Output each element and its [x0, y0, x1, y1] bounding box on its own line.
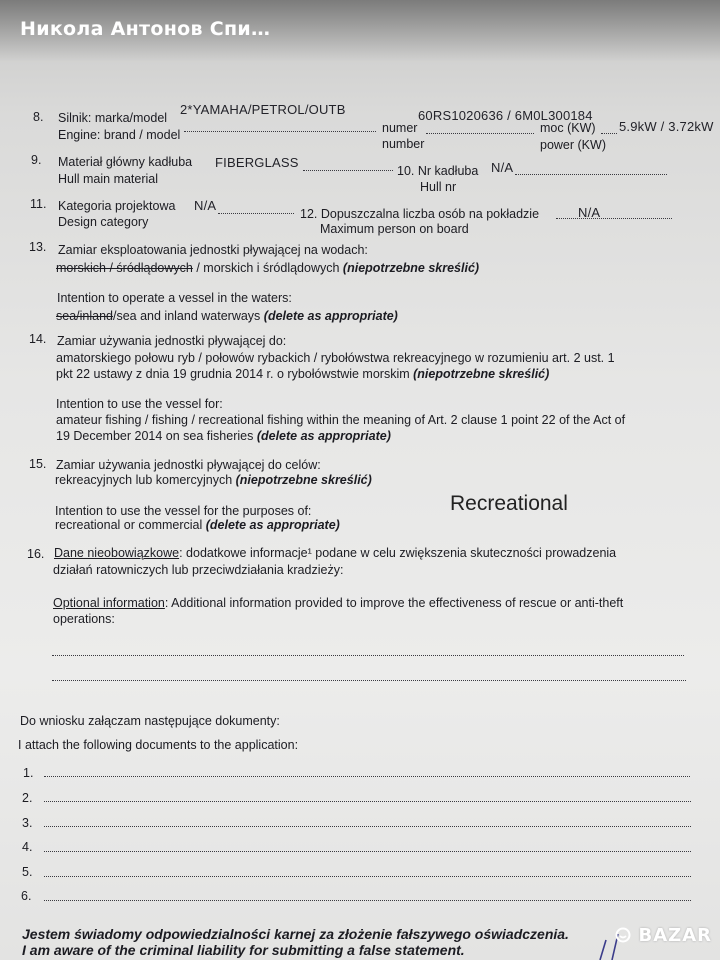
engine-model-value: 2*YAMAHA/PETROL/OUTB [180, 102, 346, 117]
max-persons-dotted-line [556, 218, 672, 219]
attachments-heading-en: I attach the following documents to the application: [18, 738, 299, 752]
purpose-note-pl: (niepotrzebne skreślić) [235, 473, 372, 487]
engine-numer-label-pl: numer [382, 121, 418, 135]
max-persons-label-en: Maximum person on board [320, 222, 469, 236]
purpose-value: Recreational [450, 492, 568, 515]
watermark-logo-icon [615, 927, 631, 943]
optional-heading-en: Optional information [53, 596, 165, 610]
engine-power-value: 5.9kW / 3.72kW [619, 119, 714, 134]
attachment-number: 6. [21, 889, 32, 903]
attachment-line [44, 851, 691, 852]
declaration-en: I am aware of the criminal liability for submitting a false statement. [22, 942, 465, 958]
engine-model-dotted-line [184, 131, 376, 132]
engine-power-dotted-line [601, 133, 617, 134]
item-8-number: 8. [33, 110, 44, 124]
bazar-watermark [615, 925, 712, 946]
use-question-en: Intention to use the vessel for: [56, 397, 223, 411]
design-category-label-pl: Kategoria projektowa [58, 199, 176, 213]
purpose-question-pl: Zamiar używania jednostki pływającej do celów: [56, 458, 321, 472]
purpose-question-en: Intention to use the vessel for the purposes of: [55, 504, 312, 518]
optional-info-line-2 [52, 680, 686, 681]
attachments-heading-pl: Do wniosku załączam następujące dokumenty: [20, 714, 280, 728]
attachment-line [44, 801, 691, 802]
waters-note-pl: (niepotrzebne skreślić) [342, 261, 480, 275]
optional-info-pl [54, 546, 616, 560]
watermark-text: BAZAR [638, 925, 712, 946]
item-11-number: 11. [30, 197, 47, 211]
attachment-number: 4. [22, 840, 33, 854]
hull-material-value: FIBERGLASS [215, 155, 299, 170]
waters-kept-pl: / morskich i śródlądowych [192, 261, 343, 275]
optional-info-line-1 [52, 655, 684, 656]
attachment-line [44, 900, 691, 901]
use-note-pl: (niepotrzebne skreślić) [413, 367, 550, 381]
top-bar [0, 0, 720, 62]
optional-info-en-cont: operations: [53, 612, 115, 626]
engine-number-value: 60RS1020636 / 6M0L300184 [418, 108, 593, 123]
attachment-line [44, 776, 690, 777]
use-act-pl: pkt 22 ustawy z dnia 19 grudnia 2014 r. o rybołówstwie morskim [56, 367, 414, 381]
design-category-label-en: Design category [58, 215, 149, 229]
purpose-options-pl [55, 473, 372, 487]
waters-struck-en: sea/inland [56, 309, 113, 323]
optional-text-pl: : dodatkowe informacje¹ podane w celu zwiększenia skuteczności prowadzenia [179, 546, 617, 560]
use-options-pl-cont [56, 367, 549, 381]
hull-nr-dotted-line [515, 174, 667, 175]
engine-moc-label-en: power (KW) [540, 138, 606, 152]
engine-numer-label-en: number [382, 137, 425, 151]
listing-title[interactable]: Никола Антонов Спи… [20, 18, 271, 40]
engine-number-dotted-line [426, 133, 534, 134]
use-options-pl: amatorskiego połowu ryb / połowów rybackich / rybołówstwa rekreacyjnego w rozumieniu art. 2 ust. 1 [56, 351, 615, 365]
hull-nr-value: N/A [491, 160, 514, 175]
item-15-number: 15. [29, 457, 47, 471]
waters-note-en: (delete as appropriate) [263, 309, 398, 323]
engine-label-pl: Silnik: marka/model [58, 111, 168, 125]
waters-answer-en [56, 309, 398, 323]
purpose-options-en [55, 518, 340, 532]
waters-struck-pl: morskich / śródlądowych [56, 261, 193, 275]
optional-info-en [53, 596, 623, 610]
waters-question-en: Intention to operate a vessel in the waters: [57, 291, 292, 305]
waters-answer-pl [56, 261, 479, 275]
hull-nr-label-en: Hull nr [420, 180, 457, 194]
item-13-number: 13. [29, 240, 47, 254]
design-category-value: N/A [194, 198, 217, 213]
waters-kept-en: /sea and inland waterways [113, 309, 264, 323]
declaration-pl: Jestem świadomy odpowiedzialności karnej za złożenie fałszywego oświadczenia. [22, 926, 569, 942]
waters-question-pl: Zamiar eksploatowania jednostki pływającej na wodach: [58, 243, 368, 257]
attachment-number: 1. [23, 766, 34, 780]
item-9-number: 9. [31, 153, 42, 167]
optional-heading-pl: Dane nieobowiązkowe [54, 546, 180, 560]
use-note-en: (delete as appropriate) [256, 429, 391, 443]
max-persons-label-pl: 12. Dopuszczalna liczba osób na pokładzie [300, 207, 540, 221]
purpose-choices-pl: rekreacyjnych lub komercyjnych [55, 473, 236, 487]
item-14-number: 14. [29, 332, 47, 346]
purpose-note-en: (delete as appropriate) [205, 518, 340, 532]
use-options-en: amateur fishing / fishing / recreational fishing within the meaning of Art. 2 clause 1 point 22 of the Act of [56, 413, 626, 427]
attachment-line [44, 876, 691, 877]
optional-text-en: : Additional information provided to improve the effectiveness of rescue or anti-theft [164, 596, 624, 610]
attachment-number: 5. [22, 865, 33, 879]
design-category-dotted-line [218, 213, 294, 214]
engine-moc-label-pl: moc (KW) [540, 121, 596, 135]
use-question-pl: Zamiar używania jednostki pływającej do: [57, 334, 287, 348]
engine-label-en: Engine: brand / model [58, 128, 181, 142]
purpose-choices-en: recreational or commercial [55, 518, 206, 532]
optional-info-pl-cont: działań ratowniczych lub przeciwdziałania kradzieży: [53, 563, 344, 577]
attachment-line [44, 826, 691, 827]
item-16-number: 16. [27, 547, 45, 561]
use-act-en: 19 December 2014 on sea fisheries [56, 429, 257, 443]
max-persons-value: N/A [578, 205, 601, 220]
attachment-number: 2. [22, 791, 33, 805]
use-options-en-cont [56, 429, 391, 443]
hull-material-label-pl: Materiał główny kadłuba [58, 155, 193, 169]
attachment-number: 3. [22, 816, 33, 830]
hull-material-dotted-line [303, 170, 393, 171]
hull-nr-label-pl: 10. Nr kadłuba [397, 164, 479, 178]
hull-material-label-en: Hull main material [58, 172, 159, 186]
